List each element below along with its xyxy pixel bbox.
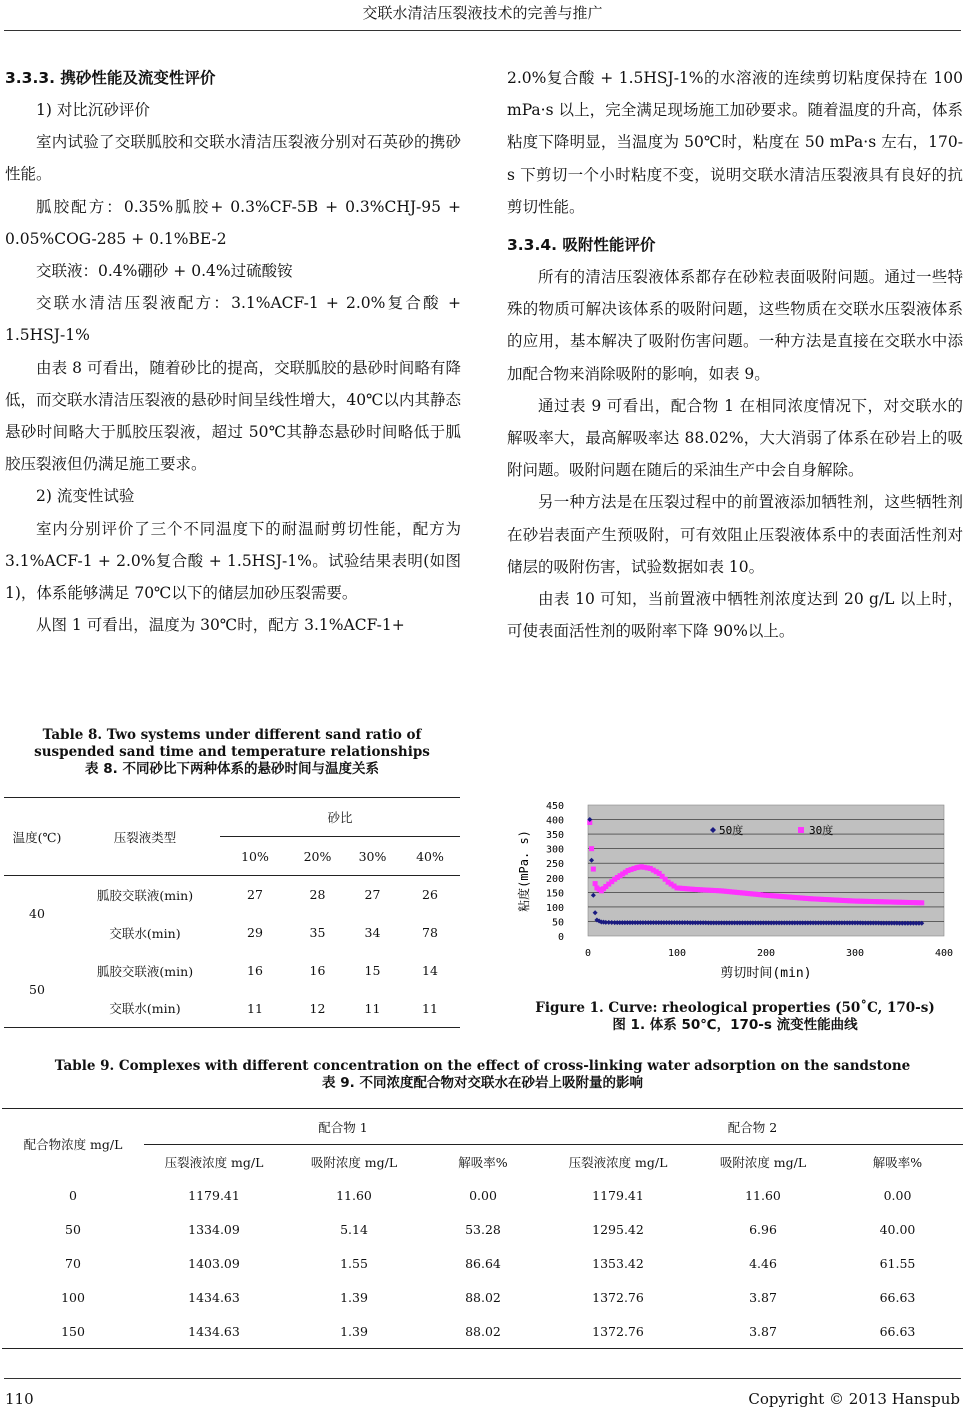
table-row [4, 990, 460, 1028]
copyright: Copyright © 2013 Hanspub [748, 1390, 960, 1408]
table9-cell: 50 [65, 1222, 81, 1237]
table8-value-cell: 26 [400, 876, 460, 914]
running-title: 交联水清洁压裂液技术的完善与推广 [362, 4, 603, 22]
table9-cell: 100 [61, 1290, 85, 1305]
paragraph: 从图 1 可看出，温度为 30℃时，配方 3.1%ACF-1+ [36, 616, 405, 635]
guar-formula: 胍胶配方：0.35%胍胶+ 0.3%CF-5B + 0.3%CHJ-95 + 0.05%COG-285 + 0.1%BE-2 [5, 197, 461, 248]
table8-value-cell: 15 [364, 963, 381, 978]
figure1-caption [507, 1000, 963, 1034]
paragraph: 室内试验了交联胍胶和交联水清洁压裂液分别对石英砂的携砂性能。 [5, 133, 461, 184]
table9-cell: 1.39 [340, 1323, 368, 1339]
table9-header-complex2: 配合物 2 [727, 1119, 778, 1135]
y-tick-label: 300 [545, 844, 564, 856]
table-row [2, 1315, 963, 1349]
table8-caption-en: Table 8. Two systems under different sand ratio of suspended sand time and temperature relationships [34, 727, 430, 760]
table9-cell: 66.63 [879, 1323, 916, 1339]
x-tick-label: 200 [756, 948, 776, 959]
left-column [5, 62, 461, 641]
table9-cell: 61.55 [879, 1256, 916, 1271]
table9-caption-en: Table 9. Complexes with different concentration on the effect of cross-linking water adsorption on the sandstone [54, 1058, 911, 1074]
y-axis-ticks [546, 801, 564, 943]
table8 [4, 797, 460, 1028]
paragraph: 室内分别评价了三个不同温度下的耐温耐剪切性能，配方为 3.1%ACF-1 + 2.0%复合酸 + 1.5HSJ-1%。试验结果表明(如图 1)，体系能够满足 70℃以下的储层加砂压裂需要。 [5, 519, 461, 603]
paragraph: 由表 10 可知，当前置液中牺牲剂浓度达到 20 g/L 以上时，可使表面活性剂的吸附率下降 90%以上。 [507, 590, 963, 641]
table9-cell: 66.63 [879, 1290, 916, 1305]
paragraph: 2.0%复合酸 + 1.5HSJ-1%的水溶液的连续剪切粘度保持在 100 mPa·s 以上，完全满足现场施工加砂要求。随着温度的升高，体系粘度下降明显，当温度为 50℃时，粘度在 50 mPa·s 左右，170-s 下剪切一个小时粘度不变，说明交联水清洁压裂液具有良好的抗剪切性能。 [507, 69, 963, 216]
table8-value-cell: 29 [247, 925, 263, 940]
right-column [507, 62, 963, 647]
table8-ratio-header: 30% [345, 837, 400, 876]
table9-cell: 5.14 [340, 1222, 368, 1237]
y-tick-label: 200 [545, 873, 564, 885]
clean-fluid-formula: 交联水清洁压裂液配方：3.1%ACF-1 + 2.0%复合酸 + 1.5HSJ-1% [5, 294, 461, 345]
table9-subheader: 解吸率% [424, 1145, 542, 1179]
table9-cell: 6.96 [749, 1222, 777, 1237]
paragraph: 由表 8 可看出，随着砂比的提高，交联胍胶的悬砂时间略有降低，而交联水清洁压裂液的悬砂时间呈线性增大，40℃以内其静态悬砂时间略大于胍胶压裂液，超过 50℃其静态悬砂时间略低于胍胶压裂液但仍满足施工要求。 [5, 358, 461, 474]
table8-temp-cell: 40 [4, 876, 70, 952]
table8-type-cell: 交联水(min) [109, 1001, 181, 1017]
point-30deg [919, 900, 924, 905]
table9-cell: 150 [61, 1323, 85, 1339]
table9-cell: 0.00 [883, 1188, 912, 1203]
table8-caption [4, 727, 460, 778]
table8-value-cell: 12 [309, 1000, 326, 1016]
table-row [2, 1281, 963, 1315]
table8-ratio-header: 20% [290, 837, 345, 876]
table8-type-cell: 胍胶交联液(min) [96, 963, 194, 979]
section-heading-3-3-3: 3.3.3. 携砂性能及流变性评价 [5, 69, 216, 87]
table8-value-cell: 78 [422, 925, 438, 940]
table9-cell: 0.00 [469, 1188, 497, 1203]
header-rule [4, 30, 961, 31]
paragraph: 另一种方法是在压裂过程中的前置液添加牺牲剂，这些牺牲剂在砂岩表面产生预吸附，可有效阻止压裂液体系中的表面活性剂对储层的吸附伤害，试验数据如表 10。 [507, 493, 963, 576]
table9-cell: 3.87 [749, 1323, 777, 1339]
y-tick-label: 350 [545, 830, 564, 842]
table9-caption-cn: 表 9. 不同浓度配合物对交联水在砂岩上吸附量的影响 [322, 1075, 643, 1091]
table9-cell: 53.28 [465, 1222, 501, 1237]
table9-subheader: 解吸率% [832, 1145, 963, 1179]
figure1-chart [512, 797, 958, 987]
legend-label-30: 30度 [809, 824, 834, 837]
table8-type-cell: 交联水(min) [109, 925, 181, 941]
table8-value-cell: 11 [422, 1000, 438, 1016]
table8-value-cell: 14 [422, 963, 438, 978]
table9-cell: 1179.41 [592, 1188, 644, 1203]
table9 [2, 1108, 963, 1349]
x-tick-label: 400 [934, 948, 954, 959]
footer-rule [4, 1378, 961, 1379]
table8-type-cell: 胍胶交联液(min) [70, 876, 220, 914]
x-tick-label: 100 [667, 948, 687, 959]
table8-header-sand-ratio: 砂比 [327, 810, 353, 825]
table9-cell: 11.60 [336, 1188, 372, 1203]
x-axis-label: 剪切时间(min) [720, 966, 812, 981]
y-tick-label: 400 [545, 815, 564, 827]
table9-subheader: 压裂液浓度 mg/L [144, 1145, 284, 1179]
plot-area [588, 805, 944, 936]
point-30deg [591, 867, 596, 872]
y-axis-label: 粘度(mPa. s) [517, 830, 531, 912]
table9-caption [0, 1058, 965, 1092]
table9-cell: 4.46 [749, 1256, 777, 1271]
table9-cell: 1434.63 [188, 1290, 240, 1305]
x-axis-ticks [585, 948, 953, 959]
table9-cell: 86.64 [465, 1256, 501, 1271]
table9-cell: 1372.76 [592, 1290, 644, 1305]
section-heading-3-3-4: 3.3.4. 吸附性能评价 [507, 236, 656, 255]
table8-ratio-header: 10% [220, 837, 290, 876]
y-tick-label: 50 [551, 917, 564, 929]
table8-value-cell: 27 [345, 876, 400, 914]
table8-value-cell: 11 [247, 1000, 263, 1016]
table9-cell: 1353.42 [592, 1256, 644, 1271]
table8-value-cell: 11 [364, 1000, 381, 1016]
table9-cell: 1403.09 [188, 1256, 240, 1271]
table9-header-complex1: 配合物 1 [318, 1119, 368, 1135]
table8-value-cell: 28 [290, 876, 345, 914]
table9-cell: 3.87 [749, 1290, 777, 1305]
table-row [2, 1247, 963, 1281]
table9-cell: 1434.63 [188, 1323, 240, 1339]
table-row [4, 876, 460, 914]
table9-cell: 1295.42 [592, 1222, 644, 1237]
point-30deg [593, 881, 598, 886]
table-row [2, 1213, 963, 1247]
table9-subheader: 吸附浓度 mg/L [694, 1145, 832, 1179]
y-tick-label: 150 [545, 888, 564, 900]
table-row [4, 952, 460, 990]
figure1-caption-en: Figure 1. Curve: rheological properties (50˚C, 170-s) [535, 1000, 935, 1016]
legend-label-50: 50度 [719, 824, 744, 837]
table9-cell: 1179.41 [188, 1188, 240, 1203]
table8-caption-cn: 表 8. 不同砂比下两种体系的悬砂时间与温度关系 [85, 761, 379, 777]
table8-ratio-header: 40% [400, 837, 460, 876]
table-row [4, 914, 460, 952]
table9-cell: 88.02 [465, 1323, 501, 1339]
table8-value-cell: 16 [247, 963, 263, 978]
table9-cell: 1372.76 [592, 1323, 644, 1339]
point-30deg [589, 846, 594, 851]
table-row [2, 1179, 963, 1213]
x-tick-label: 300 [845, 948, 865, 959]
y-tick-label: 450 [545, 801, 564, 812]
table9-cell: 40.00 [879, 1222, 916, 1237]
y-tick-label: 250 [545, 859, 564, 871]
y-tick-label: 0 [557, 932, 564, 943]
table8-header-temp: 温度(℃) [12, 829, 62, 845]
table9-cell: 1.55 [340, 1256, 368, 1271]
table8-value-cell: 34 [364, 925, 381, 940]
table9-cell: 11.60 [745, 1188, 781, 1203]
figure1-caption-cn: 图 1. 体系 50℃，170-s 流变性能曲线 [612, 1017, 858, 1033]
table9-cell: 88.02 [465, 1290, 501, 1305]
subheading-rheology: 2) 流变性试验 [36, 487, 135, 506]
table9-cell: 0 [69, 1188, 77, 1203]
table9-header-conc: 配合物浓度 mg/L [23, 1136, 123, 1152]
page-number: 110 [5, 1390, 34, 1408]
table8-value-cell: 16 [309, 963, 326, 978]
subheading-sand-settling: 1) 对比沉砂评价 [36, 101, 150, 119]
table9-cell: 1.39 [340, 1290, 368, 1305]
table8-temp-cell: 50 [29, 981, 45, 997]
table9-cell: 70 [65, 1256, 81, 1271]
table9-subheader: 压裂液浓度 mg/L [542, 1145, 694, 1179]
table9-cell: 1334.09 [188, 1222, 240, 1237]
table8-value-cell: 35 [309, 925, 326, 940]
y-tick-label: 100 [545, 902, 564, 914]
paragraph: 通过表 9 可看出，配合物 1 在相同浓度情况下，对交联水的解吸率大，最高解吸率达 88.02%，大大消弱了体系在砂岩上的吸附问题。吸附问题在随后的采油生产中会自身解除。 [507, 396, 963, 480]
paragraph: 所有的清洁压裂液体系都存在砂粒表面吸附问题。通过一些特殊的物质可解决该体系的吸附问题，这些物质在交联水压裂液体系的应用，基本解决了吸附伤害问题。一种方法是直接在交联水中添加配合物来消除吸附的影响，如表 9。 [507, 268, 963, 383]
table9-subheader: 吸附浓度 mg/L [284, 1145, 424, 1179]
table8-value-cell: 27 [220, 876, 290, 914]
legend-marker-30 [798, 827, 804, 833]
x-tick-label: 0 [584, 948, 592, 959]
table8-header-type: 压裂液类型 [113, 829, 177, 845]
crosslinker-formula: 交联液：0.4%硼砂 + 0.4%过硫酸铵 [36, 262, 293, 281]
